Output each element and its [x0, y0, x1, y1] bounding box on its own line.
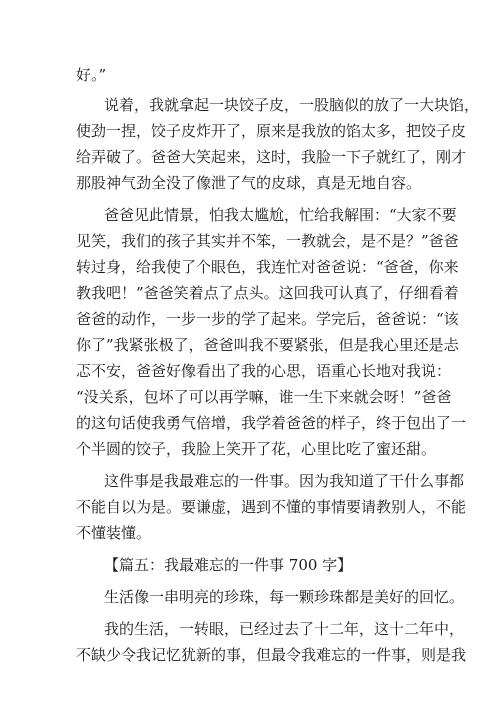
section-heading: 【篇五：我最难忘的一件事 700 字】: [104, 556, 353, 574]
text-line: 不懂装懂。: [76, 524, 152, 542]
text-line: 使劲一捏，饺子皮炸开了，原来是我放的馅太多，把饺子皮: [76, 122, 467, 140]
text-line: 好。”: [76, 66, 107, 84]
text-line: 爸爸的动作，一步一步的学了起来。学完后，爸爸说：“该: [76, 310, 459, 328]
text-line: 那股神气劲全没了像泄了气的皮球，真是无地自容。: [76, 174, 422, 192]
text-line: 见笑，我们的孩子其实并不笨，一教就会，是不是？”爸爸: [76, 232, 459, 250]
text-line: 转过身，给我使了个眼色，我连忙对爸爸说：“爸爸，你来: [76, 258, 459, 276]
text-line: 我的生活，一转眼，已经过去了十二年，这十二年中，: [104, 620, 465, 638]
text-line: 个半圆的饺子，我脸上笑开了花，心里比吃了蜜还甜。: [76, 440, 437, 458]
text-line: “没关系，包坏了可以再学嘛，谁一生下来就会呀！”爸爸: [76, 388, 452, 406]
text-line: 生活像一串明亮的珍珠，每一颗珍珠都是美好的回忆。: [104, 588, 465, 606]
text-line: 说着，我就拿起一块饺子皮，一股脑似的放了一大块馅，: [104, 96, 480, 114]
text-line: 的这句话使我勇气倍增，我学着爸爸的样子，终于包出了一: [76, 414, 467, 432]
text-line: 爸爸见此情景，怕我太尴尬，忙给我解围：“大家不要: [104, 206, 457, 224]
text-line: 不缺少令我记忆犹新的事，但最令我难忘的一件事，则是我: [76, 646, 467, 664]
text-line: 给弄破了。爸爸大笑起来，这时，我脸一下子就红了，刚才: [76, 148, 467, 166]
text-line: 教我吧！”爸爸笑着点了点头。这回我可认真了，仔细看着: [76, 284, 459, 302]
text-line: 你了”我紧张极了，爸爸叫我不要紧张，但是我心里还是忐: [76, 336, 459, 354]
text-line: 不能自以为是。要谦虚，遇到不懂的事情要请教别人，不能: [76, 498, 467, 516]
text-line: 这件事是我最难忘的一件事。因为我知道了干什么事都: [104, 472, 465, 490]
text-line: 忑不安，爸爸好像看出了我的心思，语重心长地对我说：: [76, 362, 452, 380]
